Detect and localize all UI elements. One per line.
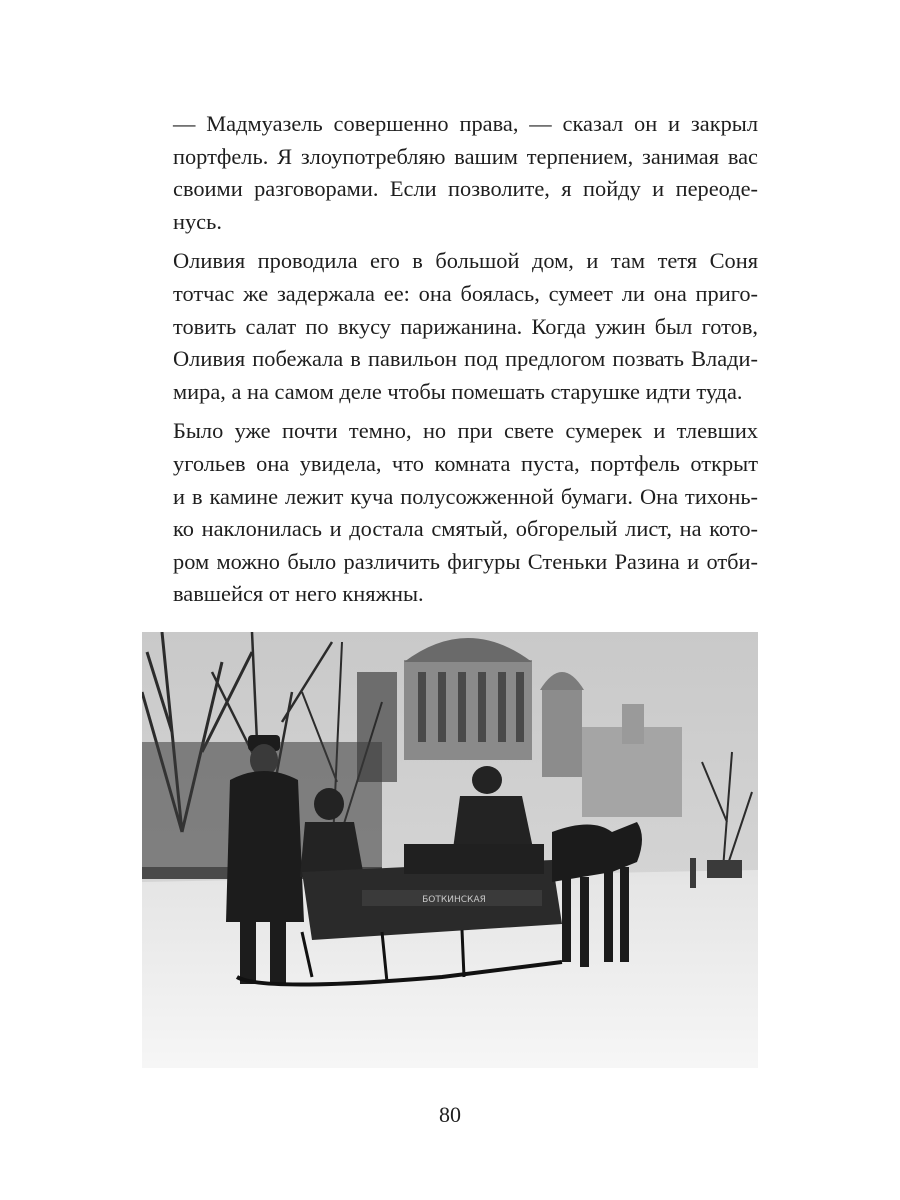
text-line: Оливия побежала в павильон под предлогом позвать Влади- [173,346,758,372]
text-line: угольев она увидела, что комната пуста, портфель открыт [173,450,758,476]
page-number: 80 [439,1102,461,1127]
text-line: нусь. [173,208,222,234]
sleigh-plaque: БОТКИНСКАЯ [422,895,486,905]
historical-photo [142,632,758,1068]
text-line: ко наклонилась и достала смятый, обгорелый лист, на кото- [173,516,758,542]
text-line: Оливия проводила его в большой дом, и там тетя Соня [173,248,758,274]
text-line: — Мадмуазель совершенно права, — сказал он и закрыл [173,111,758,136]
text-line: мира, а на самом деле чтобы помешать старушке идти туда. [173,378,743,404]
text-line: Было уже почти темно, но при свете сумерек и тлевших [173,418,758,444]
text-line: вавшейся от него княжны. [173,581,424,607]
text-line: товить салат по вкусу парижанина. Когда ужин был готов, [173,313,758,339]
paragraph-1 [142,108,758,238]
body-text [142,108,758,611]
text-line: портфель. Я злоупотребляю вашим терпением, занимая вас [173,143,758,169]
text-line: своими разговорами. Если позволите, я пойду и переоде- [173,176,758,202]
paragraph-3 [142,415,758,611]
text-line: тотчас же задержала ее: она боялась, сумеет ли она приго- [173,280,758,306]
paragraph-2 [142,245,758,408]
text-line: и в камине лежит куча полусожженной бумаги. Она тихонь- [173,483,758,509]
photo-illustration [142,632,758,1068]
text-line: ром можно было различить фигуры Стеньки Разина и отби- [173,548,758,574]
